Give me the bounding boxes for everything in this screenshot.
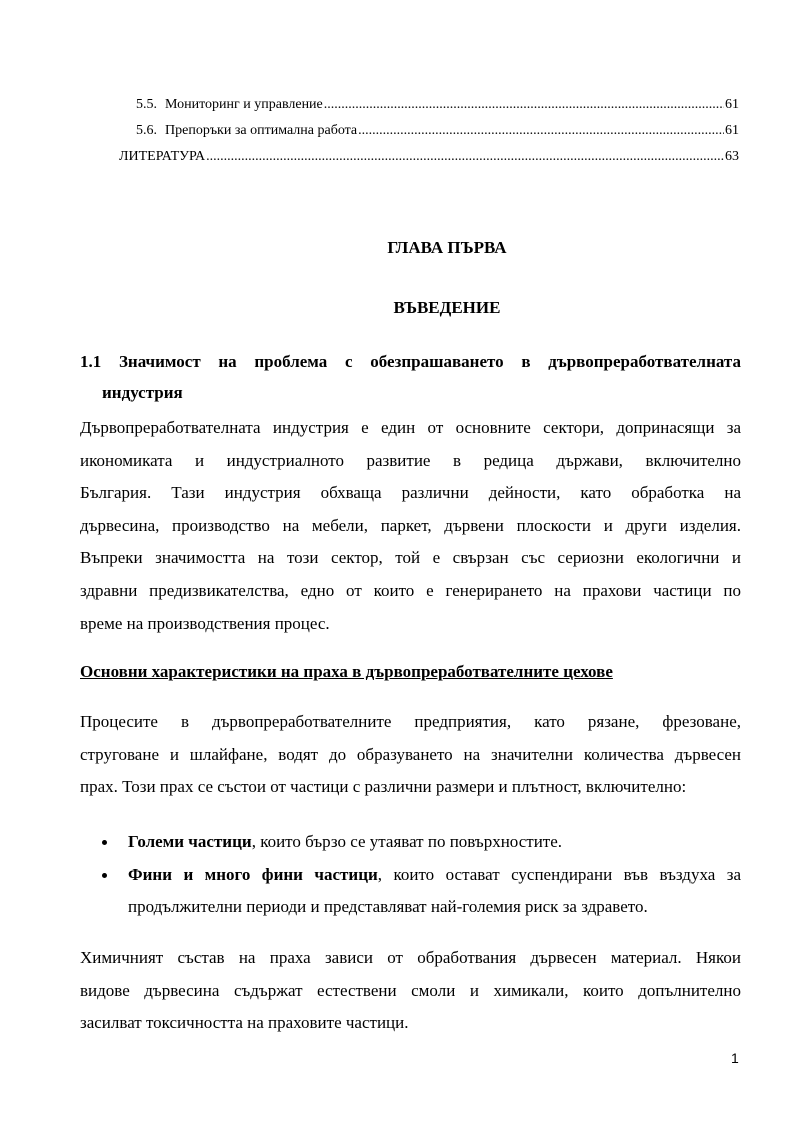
toc-entry-number: 5.6. [136, 123, 157, 138]
paragraph-line: струговане и шлайфане, водят до образуването на значителни количества дървесен [80, 744, 741, 764]
heading-word: 1.1 [80, 352, 102, 371]
chapter-title: ГЛАВА ПЪРВА [387, 238, 507, 257]
section-title: ВЪВЕДЕНИЕ [393, 298, 501, 317]
paragraph-line: дървесина, производство на мебели, паркет, дървени плоскости и други изделия. [80, 515, 741, 535]
subsection-heading-line1 [80, 346, 741, 377]
body-paragraph [80, 412, 741, 640]
toc-entry-title: ЛИТЕРАТУРА [119, 149, 206, 164]
bullet-bold-term: Фини и много фини частици [128, 864, 378, 884]
toc-entry-number: 5.5. [136, 97, 157, 112]
heading-word: дървопреработвателната [548, 352, 741, 371]
toc-entry[interactable] [119, 148, 739, 166]
subsection-heading-line2: индустрия [102, 383, 183, 402]
toc-leader-dots [358, 122, 724, 140]
toc-entry-page: 63 [725, 149, 739, 164]
paragraph-line: време на производствения процес. [80, 613, 330, 633]
heading-word: с [344, 352, 353, 371]
bullet-dot-icon [102, 873, 107, 878]
heading-word: на [218, 352, 237, 371]
toc-entry-title: Мониторинг и управление [165, 97, 323, 112]
heading-word: проблема [254, 352, 328, 371]
heading-word: обезпрашаването [370, 352, 504, 371]
bullet-item [80, 826, 741, 859]
paragraph-line: Процесите в дървопреработвателните предприятия, като рязане, фрезоване, [80, 712, 741, 731]
bullet-text: , които остават суспендирани във въздуха за [377, 864, 741, 884]
paragraph-line: прах. Този прах се състои от частици с различни размери и плътност, включително: [80, 777, 687, 797]
bullet-bold-term: Големи частици [128, 832, 252, 851]
toc-leader-dots [206, 148, 724, 166]
bullet-text: , които бързо се утаяват по повърхностите. [251, 832, 563, 851]
bullet-list [80, 826, 741, 924]
paragraph-line: Дървопреработвателната индустрия е един от основните сектори, допринасящи за [80, 418, 741, 437]
toc-entry-page: 61 [725, 123, 739, 138]
heading-word: в [521, 352, 531, 371]
paragraph-line: икономиката и индустриалното развитие в редица държави, включително [80, 450, 741, 470]
heading-word: Значимост [118, 352, 201, 371]
toc-entry[interactable] [136, 96, 739, 114]
paragraph-line: Химичният състав на праха зависи от обработвания дървесен материал. Някои [80, 948, 741, 967]
subsection-heading [80, 346, 741, 408]
bullet-line [128, 859, 741, 892]
body-paragraph [80, 706, 741, 804]
bullet-line: продължителни периоди и представляват най-големия риск за здравето. [128, 897, 648, 917]
toc-leader-dots [324, 96, 724, 114]
underlined-heading: Основни характеристики на праха в дървопреработвателните цехове [80, 662, 613, 681]
paragraph-line: засилват токсичността на праховите частици. [80, 1013, 409, 1033]
page-number: 1 [731, 1050, 739, 1066]
paragraph-line: Въпреки значимостта на този сектор, той е свързан със сериозни екологични и [80, 548, 741, 568]
body-paragraph [80, 942, 741, 1040]
toc-entry-title: Препоръки за оптимална работа [165, 123, 358, 138]
bullet-line [128, 826, 741, 859]
toc-entry[interactable] [136, 122, 739, 140]
bullet-item [80, 859, 741, 924]
paragraph-line: здравни предизвикателства, едно от които е генерирането на прахови частици по [80, 580, 741, 600]
paragraph-line: видове дървесина съдържат естествени смоли и химикали, които допълнително [80, 980, 741, 1000]
bullet-dot-icon [102, 840, 107, 845]
toc-entry-page: 61 [725, 97, 739, 112]
paragraph-line: България. Тази индустрия обхваща различни дейности, като обработка на [80, 483, 741, 503]
